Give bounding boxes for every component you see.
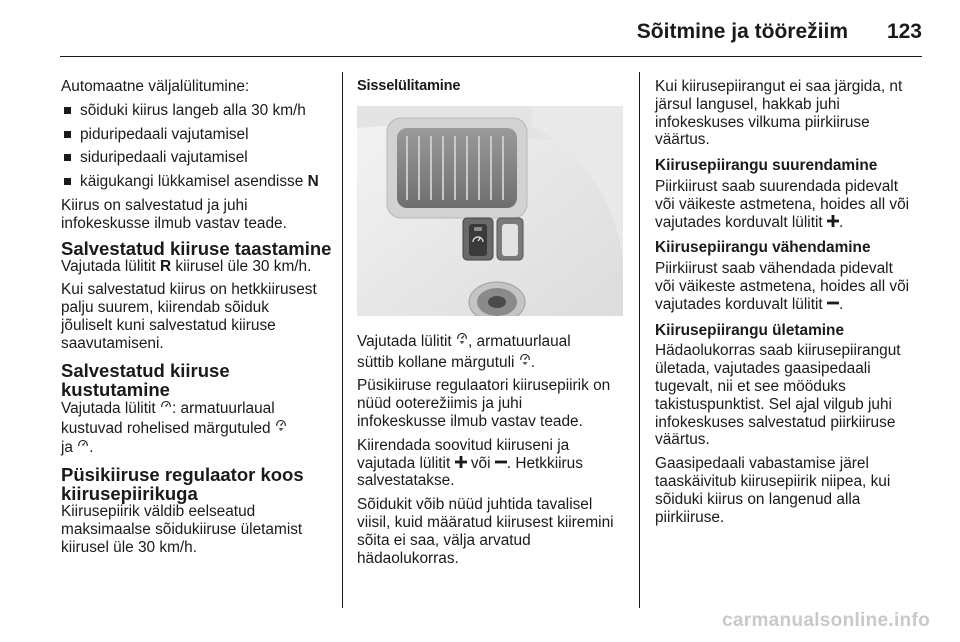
list-item-text: käigukangi lükkamisel asendisse <box>80 173 304 191</box>
column-2 <box>357 78 631 573</box>
page-title: Sõitmine ja töörežiim <box>636 20 848 43</box>
standby-text: Püsikiiruse regulaatori kiirusepiirik on nüüd ooterežiimis ja juhi infokeskusse ilmub vastav teade. <box>357 377 611 430</box>
list-item <box>61 149 333 167</box>
list-item <box>61 102 333 120</box>
list-item-text: piduripedaali vajutamisel <box>80 125 249 143</box>
saved-speed-text: Kiirus on salvestatud ja juhi infokeskusse ilmub vastav teade. <box>61 196 287 232</box>
plus-icon <box>827 215 839 227</box>
list-item <box>61 126 333 144</box>
page-header <box>0 0 960 56</box>
heading-switch-on: Sisselülitamine <box>357 78 461 94</box>
switch-on-text: Vajutada lülitit , armatuurlaual süttib kollane märgutuli . <box>357 330 631 372</box>
bullet-icon <box>64 178 71 185</box>
adjacent-switch <box>497 218 523 260</box>
delete-text: Vajutada lülitit : armatuurlaual kustuvad rohelised märgutuled ja . <box>61 399 333 457</box>
plus-icon <box>455 456 467 468</box>
heading-decrease: Kiirusepiirangu vähendamine <box>655 239 871 257</box>
minus-icon <box>495 456 507 468</box>
increase-text: Piirkiirust saab suurendada pidevalt või väikeste astmetena, hoides all või vajutades korduvalt lülitit . <box>655 177 910 231</box>
list-item-text: siduripedaali vajutamisel <box>80 149 248 167</box>
restore-detail: Kui salvestatud kiirus on hetkkiirusest palju suurem, kiirendab sõiduk jõuliselt kuni salvestatud kiiruse saavutamiseni. <box>61 281 317 352</box>
driving-text: Sõidukit võib nüüd juhtida tavalisel viisil, kuid määratud kiirusest kiiremini sõita ei saa, välja arvatud hädaolukorras. <box>357 496 614 567</box>
air-vent-icon <box>397 128 517 208</box>
bullet-icon <box>64 154 71 161</box>
heading-increase: Kiirusepiirangu suurendamine <box>655 157 878 175</box>
auto-off-intro: Automaatne väljalülitumine: <box>61 78 250 95</box>
accelerate-text: Kiirendada soovitud kiiruseni ja vajutada lülitit või . Hetkkiirus salvestatakse. <box>357 436 583 490</box>
page-number: 123 <box>886 20 922 43</box>
release-text: Gaasipedaali vabastamise järel taaskäivitub kiirusepiirik niipea, kui sõiduki kiirus on langenud alla piirkiiruse. <box>655 455 891 526</box>
heading-limiter: Püsikiiruse regulaator koos kiirusepiirikuga <box>61 463 304 504</box>
list-item-text: sõiduki kiirus langeb alla 30 km/h <box>80 101 306 119</box>
cruise-control-icon <box>77 438 89 452</box>
bullet-icon <box>64 107 71 114</box>
column-3 <box>655 78 927 532</box>
restore-text: Vajutada lülitit R kiirusel üle 30 km/h. <box>61 257 312 275</box>
cruise-control-switch <box>463 218 493 260</box>
gear-position-n: N <box>307 173 319 191</box>
limit-not-kept-text: Kui kiirusepiirangut ei saa järgida, nt järsul langusel, hakkab juhi infokeskuses vilkuma piirkiiruse väärtus. <box>655 78 903 149</box>
switch-r-label: R <box>159 257 172 275</box>
minus-icon <box>827 297 839 309</box>
heading-exceed: Kiirusepiirangu ületamine <box>655 321 845 339</box>
exceed-text: Hädaolukorras saab kiirusepiirangut ületada, vajutades gaasipedaali tugevalt, nii et see mööduks takistuspunktist. Sel ajal vilgub juhi infokeskuses salvestatud piirkiiruse väärtus. <box>655 342 901 449</box>
list-item <box>61 173 333 191</box>
header-rule <box>60 56 922 57</box>
bullet-icon <box>64 131 71 138</box>
speed-limiter-icon <box>519 351 531 367</box>
column-divider-1 <box>342 72 343 608</box>
dashboard-switch-illustration <box>357 106 623 316</box>
limiter-text: Kiirusepiirik väldib eelseatud maksimaalse sõidukiiruse ületamist kiirusel üle 30 km/h. <box>61 502 303 556</box>
heading-delete: Salvestatud kiiruse kustutamine <box>61 359 230 400</box>
speed-limiter-icon <box>275 417 287 433</box>
heading-restore: Salvestatud kiiruse taastamine <box>61 237 332 259</box>
watermark: carmanualsonline.info <box>722 610 930 631</box>
column-1 <box>61 78 333 562</box>
cruise-control-icon <box>160 399 172 413</box>
speed-limiter-icon <box>456 330 468 346</box>
decrease-text: Piirkiirust saab vähendada pidevalt või väikeste astmetena, hoides all või vajutades korduvalt lülitit . <box>655 260 910 313</box>
column-divider-2 <box>639 72 640 608</box>
